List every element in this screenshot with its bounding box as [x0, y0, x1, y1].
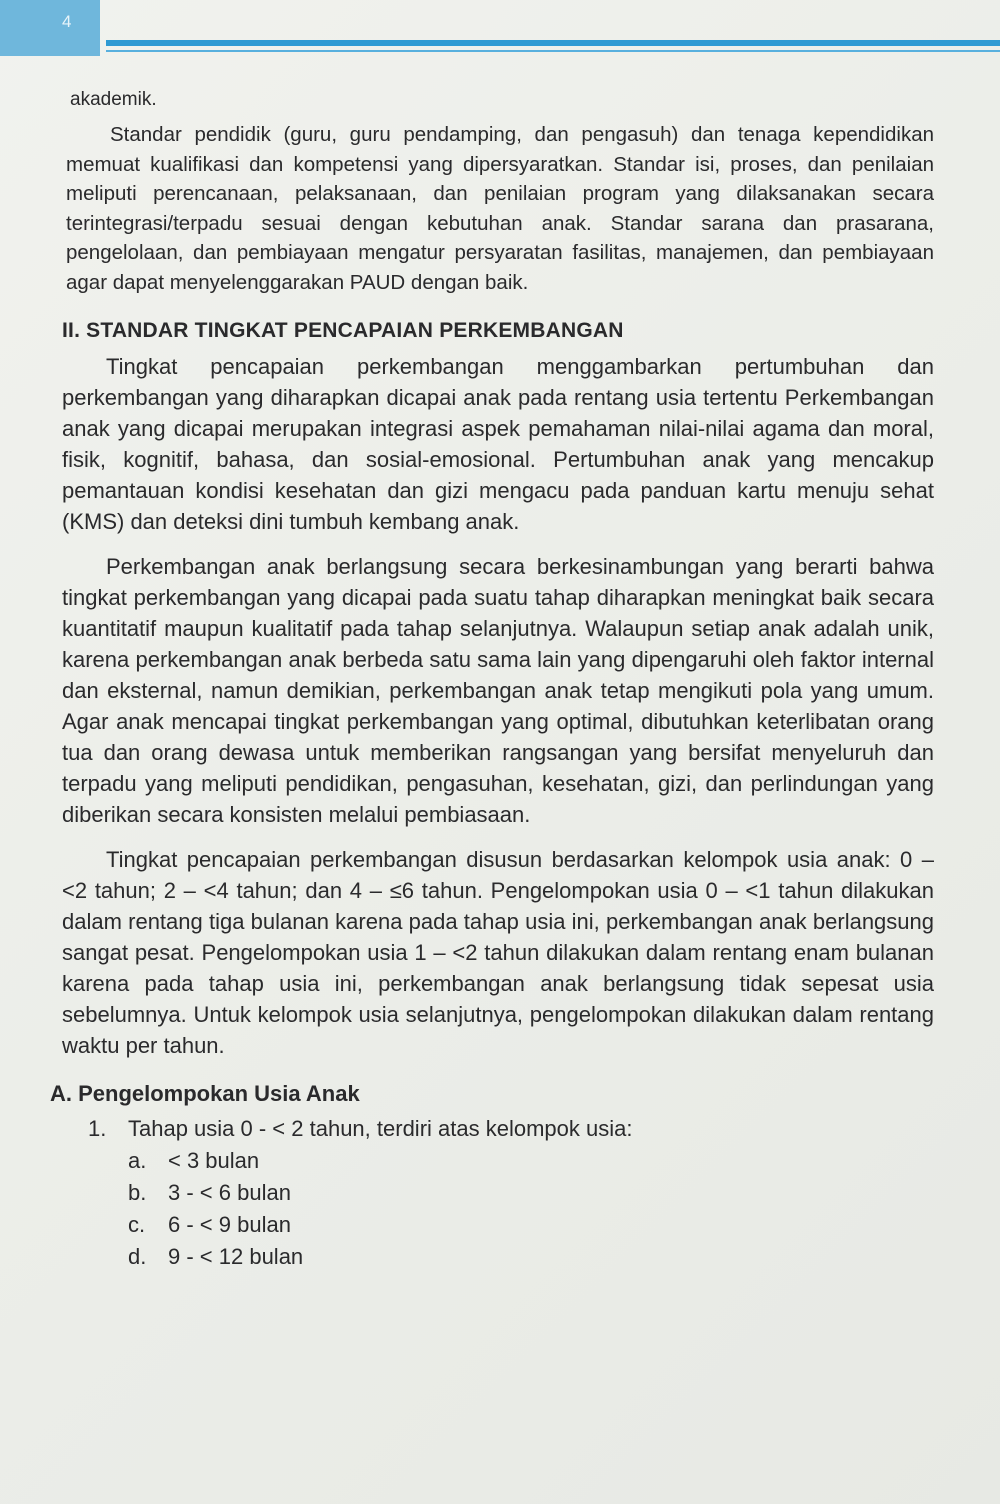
sub-list-item [128, 1145, 934, 1177]
sub-list-marker: a. [128, 1148, 147, 1173]
paragraph-perkembangan: Perkembangan anak berlangsung secara berkesinambungan yang berarti bahwa tingkat perkembangan yang dicapai pada suatu tahap diharapkan meningkat baik secara kuantitatif maupun kualitatif pada tahap selanjutnya. Walaupun setiap anak adalah unik, karena perkembangan anak berbeda satu sama lain yang dipengaruhi oleh faktor internal dan eksternal, namun demikian, perkembangan anak tetap mengikuti pola yang umum. Agar anak mencapai tingkat perkembangan yang optimal, dibutuhkan keterlibatan orang tua dan orang dewasa untuk memberikan rangsangan yang bersifat menyeluruh dan terpadu yang meliputi pendidikan, pengasuhan, kesehatan, gizi, dan perlindungan yang diberikan secara konsisten melalui pembiasaan. [62, 554, 934, 827]
page-tab [0, 0, 100, 56]
header-rule [106, 40, 1000, 46]
list-item-text: Tahap usia 0 - < 2 tahun, terdiri atas kelompok usia: [128, 1116, 633, 1141]
sub-list-marker: b. [128, 1180, 147, 1205]
sub-list-text: 9 - < 12 bulan [168, 1244, 304, 1269]
sub-list-item [128, 1177, 934, 1209]
list-item [88, 1113, 934, 1145]
sub-list-item [128, 1241, 934, 1273]
list-marker: 1. [88, 1116, 107, 1141]
sub-list-marker: d. [128, 1244, 147, 1269]
paragraph-kelompok: Tingkat pencapaian perkembangan disusun berdasarkan kelompok usia anak: 0 – <2 tahun; 2 – <4 tahun; dan 4 – ≤6 tahun. Pengelompokan usia 0 – <1 tahun dilakukan dalam rentang tiga bulanan karena pada tahap usia ini, perkembangan anak berlangsung sangat pesat. Pengelompokan usia 1 – <2 tahun dilakukan dalam rentang enam bulanan karena pada tahap usia ini, perkembangan anak berlangsung tidak sepesat usia sebelumnya. Untuk kelompok usia selanjutnya, pengelompokan dilakukan dalam rentang waktu per tahun. [62, 847, 934, 1058]
paragraph-standar: Standar pendidik (guru, guru pendamping, dan pengasuh) dan tenaga kependidikan memuat kualifikasi dan kompetensi yang dipersyaratkan. Standar isi, proses, dan penilaian meliputi perencanaan, pelaksanaan, dan penilaian program yang dilaksanakan secara terintegrasi/terpadu sesuai dengan kebutuhan anak. Standar sarana dan prasarana, pengelolaan, dan pembiayaan mengatur persyaratan fasilitas, manajemen, dan pembiayaan agar dapat menyelenggarakan PAUD dengan baik. [66, 123, 934, 294]
sub-list-marker: c. [128, 1212, 146, 1237]
subsection-heading: A. Pengelompokan Usia Anak [50, 1081, 360, 1106]
section-heading: II. STANDAR TINGKAT PENCAPAIAN PERKEMBANGAN [62, 319, 624, 342]
carry-over-text: akademik. [70, 89, 157, 110]
sub-list-text: 6 - < 9 bulan [168, 1212, 291, 1237]
page-content [50, 86, 934, 1273]
sub-list-item [128, 1209, 934, 1241]
paragraph-tingkat: Tingkat pencapaian perkembangan menggambarkan pertumbuhan dan perkembangan yang diharapkan dicapai anak pada rentang usia tertentu Perkembangan anak yang dicapai merupakan integrasi aspek pemahaman nilai-nilai agama dan moral, fisik, kognitif, bahasa, dan sosial-emosional. Pertumbuhan anak yang mencakup pemantauan kondisi kesehatan dan gizi mengacu pada panduan kartu menuju sehat (KMS) dan deteksi dini tumbuh kembang anak. [62, 354, 934, 534]
page-number: 4 [62, 12, 72, 31]
header-rule-thin [106, 50, 1000, 52]
sub-list-text: 3 - < 6 bulan [168, 1180, 291, 1205]
sub-list-text: < 3 bulan [168, 1148, 260, 1173]
